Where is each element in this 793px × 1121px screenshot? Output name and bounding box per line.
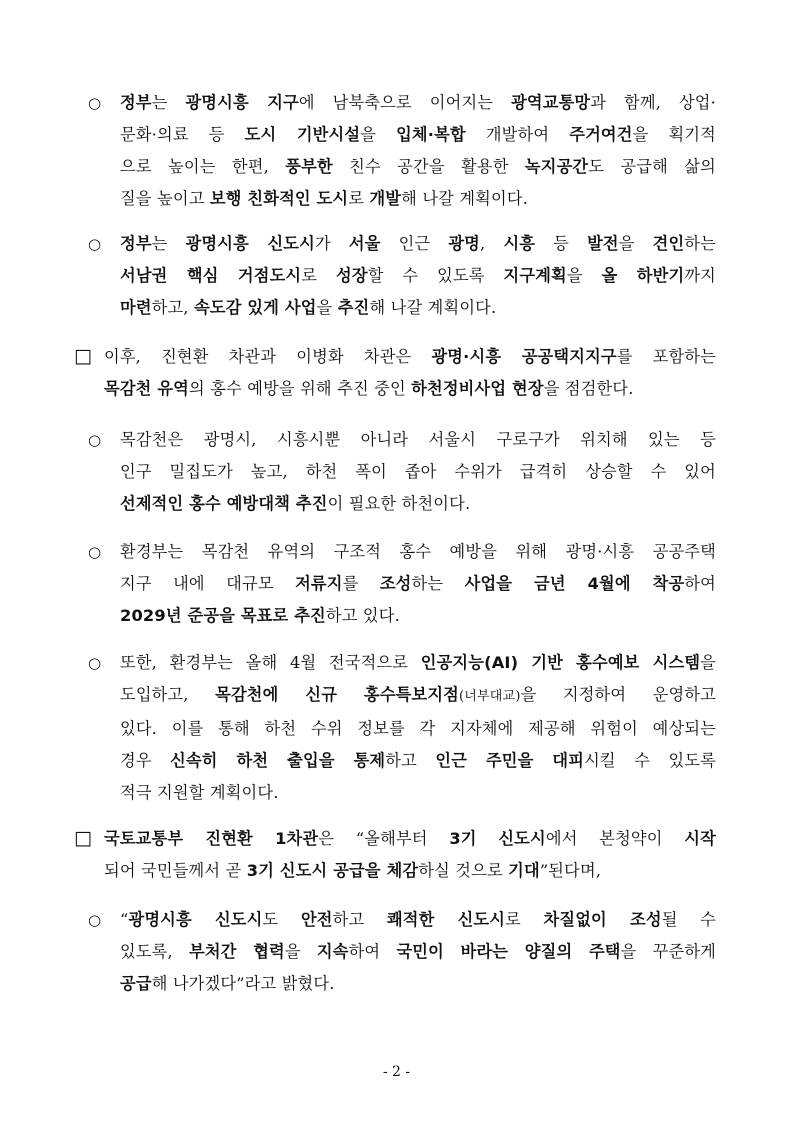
- body-text: 또한, 환경부는 올해 4월 전국적으로: [120, 653, 421, 672]
- body-text: 하실 것으로: [418, 861, 509, 880]
- emphasis-text: 목감천 유역: [104, 379, 190, 398]
- text-line: [120, 456, 716, 488]
- emphasis-text: 신도시: [498, 829, 546, 848]
- emphasis-text: 광명시흥 신도시: [185, 234, 315, 253]
- paragraph-bullet-5: [88, 647, 716, 809]
- body-text: 환경부는 목감천 유역의 구조적 홍수 예방을 위해 광명·시흥 공공주택: [120, 542, 716, 561]
- page-number: - 2 -: [382, 1064, 411, 1080]
- text-line: [120, 260, 716, 292]
- emphasis-text: 시흥: [503, 234, 536, 253]
- emphasis-text: 속도감 있게 사업: [194, 298, 317, 317]
- body-text: 등: [535, 234, 588, 253]
- body-text: 문화·의료 등: [120, 125, 245, 144]
- emphasis-text: 광명: [448, 234, 481, 253]
- paragraph-body: [120, 647, 716, 809]
- body-text: 인근: [380, 234, 449, 253]
- text-line: [120, 745, 716, 777]
- text-line: [120, 713, 716, 745]
- body-text: 은 “올해부터: [318, 829, 450, 848]
- emphasis-text: 선제적인 홍수 예방대책 추진: [120, 494, 328, 513]
- body-text: ”된다며,: [539, 861, 602, 880]
- body-text: 하고: [385, 751, 436, 770]
- body-text: 과 함께, 상업·: [590, 93, 716, 112]
- body-text: 로: [301, 266, 336, 285]
- emphasis-text: 국민이 바라는 양질의 주택: [396, 942, 621, 961]
- emphasis-text: 조성: [379, 574, 412, 593]
- emphasis-text: 차질없이 조성: [543, 910, 662, 929]
- emphasis-text: 안전: [300, 910, 333, 929]
- body-text: 할 수 있도록: [367, 266, 504, 285]
- body-text: 시킬 수 있도록: [584, 751, 716, 770]
- emphasis-text: 견인: [652, 234, 685, 253]
- circle-bullet-icon: ○: [88, 654, 102, 672]
- text-line: [120, 936, 716, 968]
- emphasis-text: 3기: [449, 829, 477, 848]
- body-text: 를: [342, 574, 380, 593]
- circle-bullet-icon: ○: [88, 94, 102, 112]
- body-text: 에서 본청약이: [545, 829, 685, 848]
- emphasis-text: 주거여건: [569, 125, 633, 144]
- emphasis-text: 정부: [120, 93, 152, 112]
- paragraph-bullet-3: [88, 424, 716, 520]
- emphasis-text: 목감천에 신규 홍수특보지점: [215, 685, 460, 704]
- body-text: 도 공급해 삶의: [588, 157, 716, 176]
- emphasis-text: 저류지: [295, 574, 343, 593]
- text-line: [120, 568, 716, 600]
- text-line: [120, 87, 716, 119]
- body-text: 도: [262, 910, 301, 929]
- emphasis-text: 정부: [120, 234, 152, 253]
- body-text: 을: [700, 653, 716, 672]
- paragraph-bullet-6: [88, 904, 717, 1000]
- emphasis-text: 개발: [369, 189, 402, 208]
- text-line: [104, 855, 716, 887]
- emphasis-text: 국토교통부 진현환 1차관: [104, 829, 319, 848]
- body-text: 하는: [411, 574, 465, 593]
- body-text: 을: [360, 125, 397, 144]
- body-text: 해 나가겠다”라고 밝혔다.: [151, 974, 335, 993]
- circle-bullet-icon: ○: [88, 911, 102, 929]
- emphasis-text: 공급: [120, 974, 152, 993]
- emphasis-text: 올 하반기: [601, 266, 685, 285]
- circle-bullet-icon: ○: [88, 235, 102, 253]
- emphasis-text: 발전: [587, 234, 619, 253]
- paragraph-bullet-4: [88, 536, 716, 632]
- body-text: 적극 지원할 계획이다.: [120, 783, 279, 802]
- body-text: 하고 있다.: [325, 606, 400, 625]
- body-text: 는: [151, 93, 186, 112]
- paragraph-section-1: [74, 341, 717, 405]
- body-text: ,: [480, 234, 504, 253]
- body-text: 지구 내에 대규모: [120, 574, 296, 593]
- body-text: 하고,: [151, 298, 195, 317]
- body-text: 을 점검한다.: [543, 379, 634, 398]
- body-text: 가: [314, 234, 349, 253]
- paragraph-body: [120, 536, 716, 632]
- emphasis-text: 인공지능(AI) 기반 홍수예보 시스템: [420, 653, 701, 672]
- emphasis-text: 풍부한: [285, 157, 333, 176]
- body-text: 하고: [332, 910, 387, 929]
- text-line: [104, 341, 716, 373]
- body-text: 이후, 진현환 차관과 이병화 차관은: [104, 347, 432, 366]
- emphasis-text: 서울: [348, 234, 381, 253]
- emphasis-text: 광역교통망: [511, 93, 591, 112]
- emphasis-text: 사업을 금년 4월에 착공: [464, 574, 685, 593]
- body-text: 하는: [684, 234, 717, 253]
- emphasis-text: 마련: [120, 298, 152, 317]
- emphasis-text: 입체·복합: [396, 125, 466, 144]
- text-line: [120, 151, 716, 183]
- body-text: 개발하여: [465, 125, 570, 144]
- paragraph-body: [120, 904, 716, 1000]
- body-text: 해 나갈 계획이다.: [401, 189, 529, 208]
- body-text: 하여: [684, 574, 716, 593]
- body-text: 하여: [348, 942, 397, 961]
- emphasis-text: 시작: [684, 829, 716, 848]
- body-text: 로: [348, 189, 370, 208]
- body-text: 될 수: [661, 910, 716, 929]
- body-text: 목감천은 광명시, 시흥시뿐 아니라 서울시 구로구가 위치해 있는 등: [120, 430, 716, 449]
- emphasis-text: 지속: [316, 942, 349, 961]
- body-text: 을: [284, 942, 317, 961]
- square-bullet-icon: □: [74, 345, 93, 367]
- body-text: 인구 밀집도가 높고, 하천 폭이 좁아 수위가 급격히 상승할 수 있어: [120, 462, 716, 481]
- body-text: 있다. 이를 통해 하천 수위 정보를 각 지자체에 제공해 위험이 예상되는: [120, 719, 716, 738]
- circle-bullet-icon: ○: [88, 543, 102, 561]
- emphasis-text: 서남권 핵심 거점도시: [120, 266, 302, 285]
- text-line: [120, 777, 716, 809]
- body-text: 로: [505, 910, 544, 929]
- body-text: 를 포함하는: [616, 347, 717, 366]
- body-text: 을 지정하여 운영하고: [520, 685, 716, 704]
- circle-bullet-icon: ○: [88, 431, 102, 449]
- paragraph-body: [104, 341, 716, 405]
- emphasis-text: 부처간 협력: [189, 942, 285, 961]
- body-text: 을: [316, 298, 338, 317]
- emphasis-text: 기대: [508, 861, 540, 880]
- paragraph-bullet-1: [88, 87, 716, 215]
- emphasis-text: 추진: [337, 298, 370, 317]
- text-line: [120, 679, 716, 713]
- body-text: 는: [151, 234, 186, 253]
- text-line: [120, 904, 716, 936]
- body-text: 으로 높이는 한편,: [120, 157, 286, 176]
- emphasis-text: 성장: [336, 266, 368, 285]
- text-line: [120, 424, 716, 456]
- text-line: [120, 647, 716, 679]
- text-line: [120, 183, 716, 215]
- paragraph-bullet-2: [88, 228, 717, 324]
- text-line: [120, 119, 716, 151]
- body-text: 에 남북축으로 이어지는: [298, 93, 512, 112]
- emphasis-text: 광명·시흥 공공택지지구: [431, 347, 617, 366]
- emphasis-text: 쾌적한 신도시: [386, 910, 506, 929]
- body-text: 을 획기적: [632, 125, 716, 144]
- text-line: [120, 600, 716, 632]
- paragraph-body: [120, 87, 716, 215]
- emphasis-text: 광명시흥 신도시: [128, 910, 263, 929]
- body-text: 이 필요한 하천이다.: [327, 494, 471, 513]
- emphasis-text: 인근 주민을 대피: [435, 751, 585, 770]
- body-text: 까지: [684, 266, 716, 285]
- emphasis-text: 2029년 준공을 목표로 추진: [120, 606, 326, 625]
- square-bullet-icon: □: [74, 827, 93, 849]
- body-text: 되어 국민들께서 곧: [104, 861, 247, 880]
- text-line: [120, 292, 716, 324]
- text-line: [104, 373, 716, 405]
- body-text: 을: [566, 266, 602, 285]
- emphasis-text: 보행 친화적인 도시: [209, 189, 349, 208]
- body-text: 을 꾸준하게: [620, 942, 717, 961]
- body-text: 질을 높이고: [120, 189, 210, 208]
- text-line: [104, 823, 716, 855]
- text-line: [120, 968, 716, 1000]
- emphasis-text: 하천정비사업 현장: [411, 379, 544, 398]
- body-text: 의 홍수 예방을 위해 추진 중인: [189, 379, 412, 398]
- body-text: 있도록,: [120, 942, 190, 961]
- body-text: “: [120, 910, 129, 929]
- text-line: [120, 536, 716, 568]
- emphasis-text: 신속히 하천 출입을 통제: [170, 751, 386, 770]
- emphasis-text: 광명시흥 지구: [185, 93, 299, 112]
- text-line: [120, 228, 716, 260]
- emphasis-text: 지구계획: [503, 266, 567, 285]
- body-text: 을: [618, 234, 653, 253]
- emphasis-text: 녹지공간: [524, 157, 589, 176]
- body-text: [477, 829, 499, 848]
- body-text: 도입하고,: [120, 685, 216, 704]
- body-text: 친수 공간을 활용한: [332, 157, 525, 176]
- emphasis-text: 도시 기반시설: [244, 125, 361, 144]
- body-text: 해 나갈 계획이다.: [369, 298, 497, 317]
- paragraph-section-2: [74, 823, 716, 887]
- emphasis-text: 3기 신도시 공급을 체감: [246, 861, 419, 880]
- body-text: (너부대교): [459, 689, 521, 704]
- text-line: [120, 488, 716, 520]
- paragraph-body: [120, 228, 716, 324]
- paragraph-body: [120, 424, 716, 520]
- body-text: 경우: [120, 751, 171, 770]
- paragraph-body: [104, 823, 716, 887]
